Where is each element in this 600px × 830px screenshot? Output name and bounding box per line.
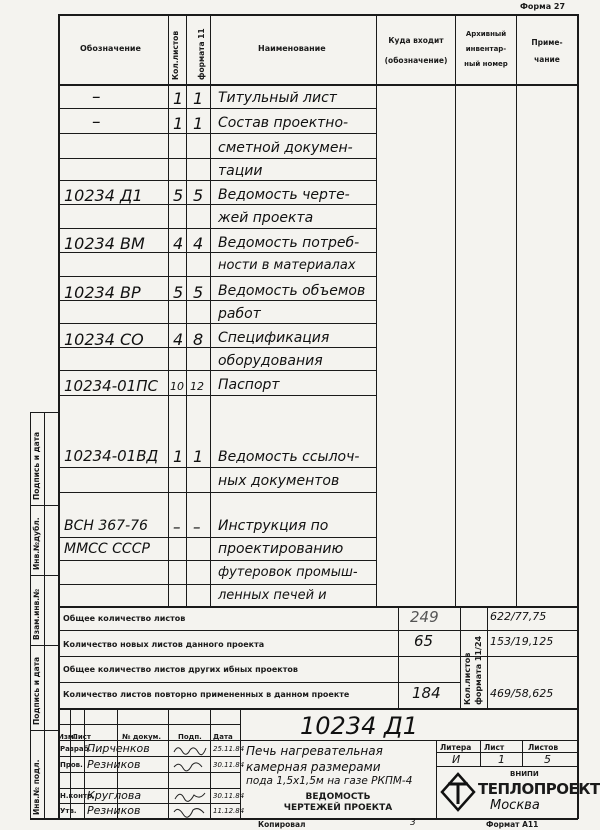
stamp-col-sheet: Лист <box>72 733 91 741</box>
row-designation: 10234 Д1 <box>64 186 143 205</box>
totals-sep-3 <box>487 606 488 708</box>
reused-a11: 469/58,625 <box>490 687 554 700</box>
row-count-a11: 8 <box>193 330 204 349</box>
form-label: Форма 27 <box>520 2 566 11</box>
stamp-row-5 <box>58 788 240 789</box>
stamp-subtitle-2: ЧЕРТЕЖЕЙ ПРОЕКТА <box>283 803 393 813</box>
totals-line-4 <box>58 682 460 683</box>
rule-14 <box>58 467 376 468</box>
stamp-subtitle-1: ВЕДОМОСТЬ <box>305 792 371 802</box>
totals-vert-label-1: Кол.листов <box>463 652 472 705</box>
rule-15 <box>58 492 376 493</box>
row-name-line: проектированию <box>218 541 344 557</box>
strip-inner <box>44 412 45 818</box>
row-count-a11: 1 <box>193 114 204 133</box>
copied-mark: 3 <box>410 818 416 828</box>
row-count-a11: 5 <box>193 283 204 302</box>
row-designation: – <box>92 112 101 132</box>
row-name-line: ности в материалах <box>218 258 356 273</box>
col-sep-3 <box>210 14 211 606</box>
strip-inv-dup: Инв.№дубл. <box>32 517 41 570</box>
row-designation-2: ММСС СССР <box>64 541 150 557</box>
row-name-line: тации <box>218 163 263 179</box>
header-sheets-a11: формата 11 <box>197 28 206 80</box>
header-where-2: (обозначение) <box>384 56 448 65</box>
stamp-sheet-value: 1 <box>498 753 505 766</box>
row-designation: ВСН 367-76 <box>64 518 148 534</box>
new-sheets-value: 65 <box>414 632 434 650</box>
strip-replace-inv: Взам.инв.№ <box>32 588 41 640</box>
strip-div-4 <box>30 730 58 731</box>
header-sheets-count: Кол.листов <box>171 30 180 80</box>
totals-sep-2 <box>460 606 461 708</box>
row-count-a11: – <box>193 518 201 536</box>
frame-top <box>58 14 578 16</box>
header-bottom <box>58 84 578 86</box>
row-count-a11: 4 <box>193 234 204 253</box>
stamp-role-approve: Утв. <box>60 807 77 815</box>
stamp-date-check: 30.11.84 <box>213 761 245 769</box>
stamp-role-dev: Разраб. <box>60 745 92 753</box>
signature-nctrl <box>172 789 208 803</box>
strip-sign-date-2: Подпись и дата <box>32 656 41 725</box>
strip-div-1 <box>30 505 58 506</box>
row-designation: 10234 ВМ <box>64 234 145 253</box>
total-sheets-value: 249 <box>410 608 439 626</box>
frame-right <box>577 14 579 819</box>
row-count-a11: 1 <box>193 447 204 466</box>
stamp-row-6 <box>58 803 240 804</box>
row-name-line: жей проекта <box>218 210 314 226</box>
header-name: Наименование <box>258 44 326 53</box>
row-count: 1 <box>173 447 184 466</box>
row-name-line: футеровок промыш- <box>218 565 358 580</box>
totals-top <box>58 606 578 608</box>
stamp-row-4 <box>58 772 240 773</box>
stamp-name-dev: Пирченков <box>87 742 150 755</box>
header-notes-1: Приме- <box>531 38 563 47</box>
stamp-date-dev: 25.11.84 <box>213 745 245 753</box>
stamp-col-change: Изм. <box>58 733 77 741</box>
row-name-line: оборудования <box>218 353 323 369</box>
other-projects-label: Общее количество листов других ибных проектов <box>63 665 298 674</box>
rule-6 <box>58 228 376 229</box>
row-count: 5 <box>173 186 184 205</box>
rule-12 <box>58 370 376 371</box>
total-sheets-label: Общее количество листов <box>63 614 186 623</box>
rule-18 <box>58 584 376 585</box>
row-name-line: Титульный лист <box>218 90 337 106</box>
stamp-date-nctrl: 30.11.84 <box>213 792 245 800</box>
reused-label: Количество листов повторно примененных в данном проекте <box>63 690 350 699</box>
stamp-litera-row-2 <box>436 766 578 767</box>
row-name-line: сметной докумен- <box>218 140 353 156</box>
row-designation: 10234 СО <box>64 330 144 349</box>
stamp-sheet-label: Лист <box>484 743 505 752</box>
header-archive-1: Архивный <box>465 30 507 38</box>
stamp-sheets-label: Листов <box>528 743 559 752</box>
stamp-vcol-2 <box>84 708 85 818</box>
org-name: ТЕПЛОПРОЕКТ <box>478 780 600 798</box>
reused-value: 184 <box>412 684 441 702</box>
stamp-name-check: Резников <box>87 758 141 771</box>
row-name-line: Ведомость потреб- <box>218 235 360 251</box>
totals-sep-1 <box>398 606 399 708</box>
stamp-title-bottom <box>240 740 578 741</box>
totals-line-2 <box>58 630 578 631</box>
row-name-line: Паспорт <box>218 377 280 393</box>
rule-17 <box>58 560 376 561</box>
stamp-litera-value: И <box>452 753 461 766</box>
stamp-top <box>58 708 578 710</box>
stamp-col-date: Дата <box>213 733 233 741</box>
header-where-1: Куда входит <box>388 36 444 45</box>
row-count: 4 <box>173 330 184 349</box>
row-name-line: Ведомость ссылоч- <box>218 449 360 465</box>
copied-label: Копировал <box>258 820 306 829</box>
stamp-role-check: Пров. <box>60 761 83 769</box>
row-designation: 10234-01ПС <box>64 377 158 395</box>
row-designation: – <box>92 87 101 107</box>
stamp-col-doc: № докум. <box>122 733 162 741</box>
row-name-line: ленных печей и <box>218 588 327 603</box>
col-sep-4 <box>376 14 377 606</box>
stamp-vcol-4 <box>168 708 169 818</box>
rule-8 <box>58 276 376 277</box>
rule-13 <box>58 395 376 396</box>
stamp-litera-sep-2 <box>522 740 523 766</box>
row-name-line: Инструкция по <box>218 518 329 534</box>
strip-sign-date: Подпись и дата <box>32 431 41 500</box>
header-archive-2: инвентар- <box>465 45 507 53</box>
stamp-name-nctrl: Круглова <box>87 789 142 802</box>
row-designation: 10234 ВР <box>64 283 141 302</box>
signature-approve <box>172 804 208 818</box>
stamp-date-approve: 11.12.84 <box>213 807 245 815</box>
row-count-a11: 5 <box>193 186 204 205</box>
row-count: – <box>173 518 181 536</box>
org-prefix: ВНИПИ <box>510 770 539 778</box>
org-logo-icon <box>440 772 476 812</box>
strip-inv-orig: Инв.№ подл. <box>32 759 41 815</box>
strip-top <box>30 412 58 413</box>
stamp-title-2: камерная размерами <box>246 760 381 774</box>
col-sep-6 <box>516 14 517 606</box>
col-sep-2 <box>186 14 187 606</box>
stamp-role-nctrl: Н.контр. <box>60 792 95 800</box>
strip-div-3 <box>30 645 58 646</box>
header-notes-2: чание <box>534 55 560 64</box>
strip-outer <box>30 412 31 818</box>
row-name-line: Состав проектно- <box>218 115 349 131</box>
row-count: 1 <box>173 114 184 133</box>
stamp-doc-number: 10234 Д1 <box>300 712 418 740</box>
frame-left <box>58 14 60 819</box>
row-name-line: Спецификация <box>218 330 330 346</box>
new-sheets-a11: 153/19,125 <box>490 635 554 648</box>
totals-vert-label-2: формата 11/24 <box>474 635 483 705</box>
rule-1 <box>58 108 376 109</box>
stamp-title-1: Печь нагревательная <box>246 744 383 758</box>
row-count: 4 <box>173 234 184 253</box>
col-sep-1 <box>168 14 169 606</box>
row-count: 1 <box>173 89 184 108</box>
stamp-litera-label: Литера <box>440 743 472 752</box>
strip-div-2 <box>30 575 58 576</box>
row-count-a11: 12 <box>190 380 204 393</box>
org-city: Москва <box>490 798 540 813</box>
stamp-sheets-value: 5 <box>544 753 551 766</box>
rule-4 <box>58 180 376 181</box>
rule-3 <box>58 158 376 159</box>
signature-dev <box>172 742 208 756</box>
stamp-row-3 <box>58 756 240 757</box>
stamp-litera-sep-1 <box>480 740 481 766</box>
row-count: 5 <box>173 283 184 302</box>
row-name-line: работ <box>218 306 261 322</box>
header-archive-3: ный номер <box>464 60 508 68</box>
stamp-name-approve: Резников <box>87 804 141 817</box>
stamp-title-3: пода 1,5х1,5м на газе РКПМ-4 <box>246 775 413 787</box>
total-sheets-a11: 622/77,75 <box>490 610 547 623</box>
row-name-line: Ведомость объемов <box>218 283 366 299</box>
stamp-row-1 <box>58 724 240 725</box>
stamp-vcol-5 <box>210 708 211 818</box>
rule-2 <box>58 133 376 134</box>
stamp-col-sign: Подп. <box>178 733 202 741</box>
col-sep-5 <box>455 14 456 606</box>
row-name-line: ных документов <box>218 473 340 489</box>
new-sheets-label: Количество новых листов данного проекта <box>63 640 265 649</box>
rule-16 <box>58 537 376 538</box>
rule-10 <box>58 323 376 324</box>
row-name-line: Ведомость черте- <box>218 187 350 203</box>
row-count: 10 <box>170 380 184 393</box>
signature-check <box>172 758 208 772</box>
row-count-a11: 1 <box>193 89 204 108</box>
totals-line-3 <box>58 656 578 657</box>
header-designation: Обозначение <box>80 44 141 53</box>
format-label: Формат А11 <box>486 820 539 829</box>
row-designation: 10234-01ВД <box>64 447 159 465</box>
